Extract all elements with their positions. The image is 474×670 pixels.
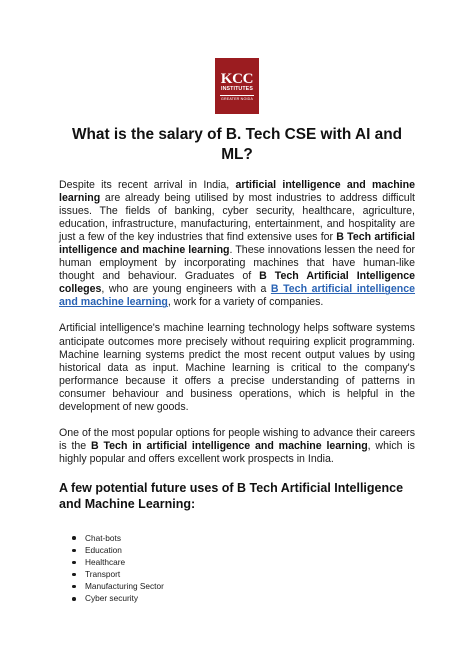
uses-subheading: A few potential future uses of B Tech Artificial Intelligence and Machine Learning: [59, 480, 404, 511]
page-title: What is the salary of B. Tech CSE with AI and ML? [71, 126, 403, 163]
intro-bold-2: B Tech artificial intelligence and machine learning [59, 231, 415, 257]
intro-text-4: , who are young engineers with a [101, 283, 271, 296]
intro-bold-3: B Tech Artificial Intelligence colleges [59, 270, 415, 296]
ml-technology-paragraph: Artificial intelligence's machine learning technology helps software systems anticipate outcomes more precisely without requiring explicit programming. Machine learning systems predict the most recent output values by using historical data as input. Machine learning is critical to the company's performance because it offers a precise understanding of patterns in consumer behaviour and business operations, which is helpful in the development of new goods. [59, 322, 415, 413]
logo-divider [220, 95, 254, 96]
list-item: Transport [85, 568, 415, 580]
list-item: Chat-bots [85, 532, 415, 544]
logo-sub-text: INSTITUTES [221, 86, 253, 92]
logo-area [59, 0, 415, 114]
list-item: Education [85, 544, 415, 556]
career-paragraph [59, 427, 415, 466]
career-text-2: , which is highly popular and offers excellent work prospects in India. [59, 439, 415, 465]
list-item: Manufacturing Sector [85, 580, 415, 592]
uses-list [59, 532, 415, 605]
intro-text-2: are already being utilised by most industries to address difficult issues. The fields of banking, cyber security, healthcare, agriculture, education, infrastructure, manufacturing, entertainment, and hospitality are just a few of the key industries that find extensive uses for [59, 192, 415, 244]
btech-ai-ml-link[interactable]: B Tech artificial intelligence and machine learning [59, 283, 416, 309]
career-text-1: One of the most popular options for people wishing to advance their careers is the [59, 426, 415, 452]
intro-bold-1: artificial intelligence and machine learning [59, 179, 415, 205]
logo-tagline: GREATER NOIDA [220, 97, 254, 101]
intro-text-3: . These innovations lessen the need for human employment by incorporating machines that have human-like thought and behaviour. Graduates of [59, 244, 415, 283]
list-item: Cyber security [85, 592, 415, 604]
intro-text-5: , work for a variety of companies. [167, 296, 324, 309]
logo-main-text: KCC [220, 71, 254, 87]
kcc-institutes-logo [215, 58, 259, 114]
intro-paragraph [59, 179, 415, 309]
intro-text-1: Despite its recent arrival in India, [59, 179, 236, 191]
list-item: Healthcare [85, 556, 415, 568]
career-bold-1: B Tech in artificial intelligence and machine learning [91, 439, 368, 452]
